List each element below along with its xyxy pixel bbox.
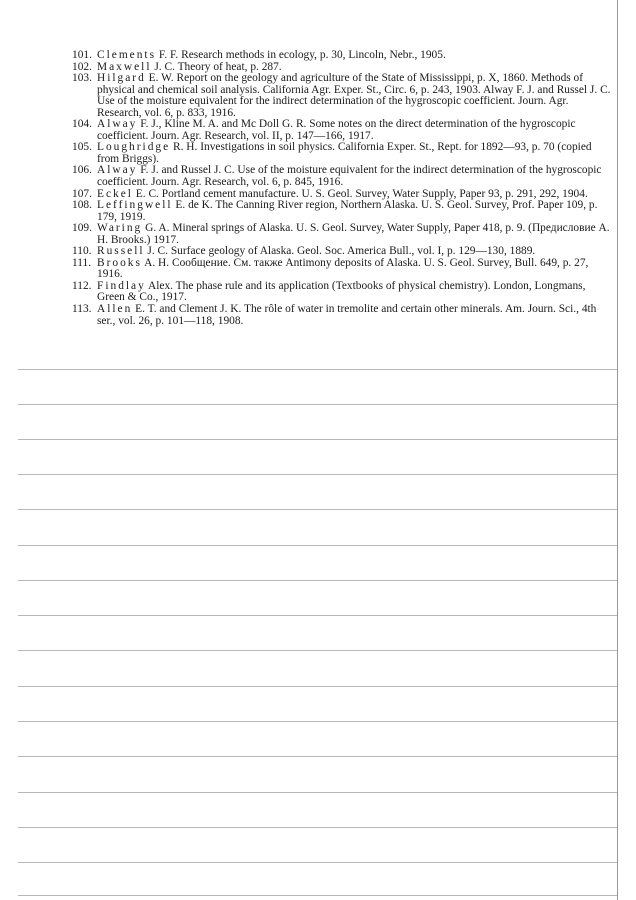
reference-number: 101.	[72, 49, 92, 61]
reference-number: 106.	[72, 164, 92, 177]
reference-text: R. H. Investigations in soil physics. California Exper. St., Rept. for 1892—93, p. 70 (copied from Briggs).	[97, 141, 592, 165]
ruled-line	[18, 580, 617, 581]
reference-text: F. J. and Russel J. C. Use of the moisture equivalent for the indirect determination of the hygroscopic coefficient. Journ. Agr. Research, vol. 6, p. 845, 1916.	[97, 164, 602, 189]
reference-entry	[72, 73, 612, 119]
reference-number: 105.	[72, 141, 92, 154]
reference-number: 104.	[72, 118, 92, 131]
ruled-line	[18, 509, 617, 510]
page-right-border	[617, 0, 618, 900]
reference-text: E. W. Report on the geology and agriculture of the State of Mississippi, p. X, 1860. Methods of physical and chemical soil analysis. California Agr. Exper. St., Circ. 6, p. 243, 1903. Alway F. J. and Russel J. C. Use of the moisture equivalent for the indirect determination of the hygroscopic coefficient. Journ. Agr. Research, vol. 6, p. 833, 1916.	[97, 72, 611, 119]
reference-entry	[72, 50, 612, 62]
reference-number: 110.	[72, 245, 92, 258]
reference-entry	[72, 281, 612, 304]
reference-number: 102.	[72, 60, 92, 73]
reference-text: Alex. The phase rule and its application (Textbooks of physical chemistry). London, Longmans, Green & Co., 1917.	[97, 279, 586, 304]
ruled-line	[18, 862, 617, 863]
reference-text: E. T. and Clement J. K. The rôle of water in tremolite and certain other minerals. Am. Journ. Sci., 4th ser., vol. 26, p. 101—118, 1908.	[97, 303, 597, 327]
ruled-line	[18, 615, 617, 616]
reference-author: Clements	[97, 49, 157, 61]
reference-entry	[72, 304, 612, 327]
reference-text: E. de K. The Canning River region, Northern Alaska. U. S. Geol. Survey, Prof. Paper 109, p. 179, 1919.	[97, 199, 598, 223]
ruled-line	[18, 439, 617, 440]
reference-author: Findlay	[97, 279, 146, 292]
reference-number: 112.	[72, 279, 92, 292]
reference-number: 109.	[72, 222, 92, 235]
reference-text: F. F. Research methods in ecology, p. 30, Lincoln, Nebr., 1905.	[158, 49, 446, 61]
reference-number: 108.	[72, 199, 92, 212]
reference-text: E. C. Portland cement manufacture. U. S. Geol. Survey, Water Supply, Paper 93, p. 291, 292, 1904.	[135, 187, 588, 200]
reference-entry	[72, 258, 612, 281]
reference-entry	[72, 165, 612, 188]
reference-author: Leffingwell	[97, 199, 173, 212]
reference-text: A. H. Сообщение. См. также Antimony deposits of Alaska. U. S. Geol. Survey, Bull. 649, p. 27, 1916.	[97, 256, 589, 281]
ruled-line	[18, 827, 617, 828]
reference-text: F. J., Kline M. A. and Mc Doll G. R. Some notes on the direct determination of the hygroscopic coefficient. Journ. Agr. Research, vol. II, p. 147—166, 1917.	[97, 118, 576, 142]
ruled-line	[18, 756, 617, 757]
ruled-line	[18, 792, 617, 793]
reference-author: Maxwell	[97, 60, 152, 73]
reference-author: Loughridge	[97, 141, 171, 154]
reference-author: Brooks	[97, 256, 142, 269]
reference-entry	[72, 200, 612, 223]
reference-text: J. C. Surface geology of Alaska. Geol. Soc. America Bull., vol. I, p. 129—130, 1889.	[147, 245, 536, 258]
reference-text: J. C. Theory of heat, p. 287.	[154, 60, 282, 73]
reference-entry	[72, 119, 612, 142]
reference-author: Eckel	[97, 187, 133, 200]
reference-number: 113.	[72, 303, 92, 316]
reference-list	[72, 50, 612, 327]
reference-entry	[72, 142, 612, 165]
ruled-line	[18, 650, 617, 651]
ruled-line	[18, 895, 617, 896]
reference-author: Alway	[97, 118, 138, 131]
reference-text: G. A. Mineral springs of Alaska. U. S. Geol. Survey, Water Supply, Paper 418, p. 9. (Предисловие A. H. Brooks.) 1917.	[97, 222, 610, 246]
reference-author: Allen	[97, 303, 133, 316]
ruled-line	[18, 686, 617, 687]
reference-author: Hilgard	[97, 72, 146, 85]
ruled-line	[18, 545, 617, 546]
reference-number: 107.	[72, 187, 92, 200]
reference-number: 111.	[72, 256, 92, 269]
ruled-line	[18, 721, 617, 722]
ruled-line	[18, 474, 617, 475]
reference-author: Russell	[97, 245, 145, 258]
reference-number: 103.	[72, 72, 92, 85]
reference-author: Waring	[97, 222, 143, 235]
reference-author: Alway	[97, 164, 138, 177]
ruled-line	[18, 404, 617, 405]
reference-entry	[72, 223, 612, 246]
ruled-line	[18, 369, 617, 370]
